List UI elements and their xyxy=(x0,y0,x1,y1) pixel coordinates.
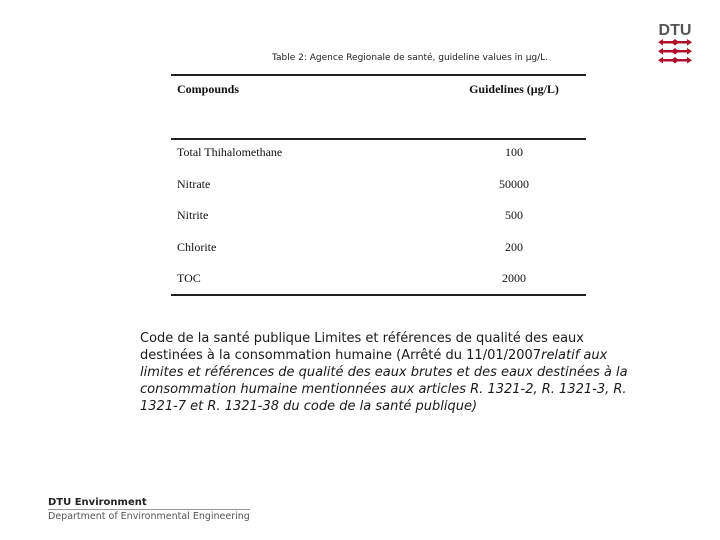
source-note xyxy=(140,330,640,415)
table-top-rule xyxy=(171,74,586,76)
table-bottom-rule xyxy=(171,294,586,296)
table-row-value: 500 xyxy=(505,208,523,222)
source-note-regular: Code de la santé publique Limites et références de qualité des eaux destinées à la consommation humaine (Arrêté du 11/01/2007 xyxy=(140,331,584,363)
table-row-compound: Total Thihalomethane xyxy=(177,145,283,159)
table-row-compound: Nitrate xyxy=(177,177,211,191)
footer-department: Department of Environmental Engineering xyxy=(48,511,250,522)
header-compounds: Compounds xyxy=(177,82,240,96)
table-row-compound: Nitrite xyxy=(177,208,209,222)
table-row-value: 50000 xyxy=(499,177,529,191)
table-row-value: 200 xyxy=(505,240,523,254)
dtu-logo-text: DTU xyxy=(658,22,692,39)
table-row-value: 100 xyxy=(505,145,523,159)
source-note-italic: relatif aux limites et références de qualité des eaux brutes et des eaux destinées à la consommation humaine mentionnées aux articles R. 1321-2, R. 1321-3, R. 1321-7 et R. 1321-38 du code de la santé publique) xyxy=(140,348,628,414)
table-row-compound: Chlorite xyxy=(177,240,217,254)
table-caption: Table 2: Agence Regionale de santé, guideline values in μg/L. xyxy=(272,53,549,63)
header-guidelines: Guidelines (μg/L) xyxy=(469,82,559,96)
footer-org-name: DTU Environment xyxy=(48,497,147,508)
table-row-value: 2000 xyxy=(502,271,526,285)
dtu-logo-icon xyxy=(658,20,692,66)
table-row-compound: TOC xyxy=(177,271,201,285)
table-header-rule xyxy=(171,138,586,140)
